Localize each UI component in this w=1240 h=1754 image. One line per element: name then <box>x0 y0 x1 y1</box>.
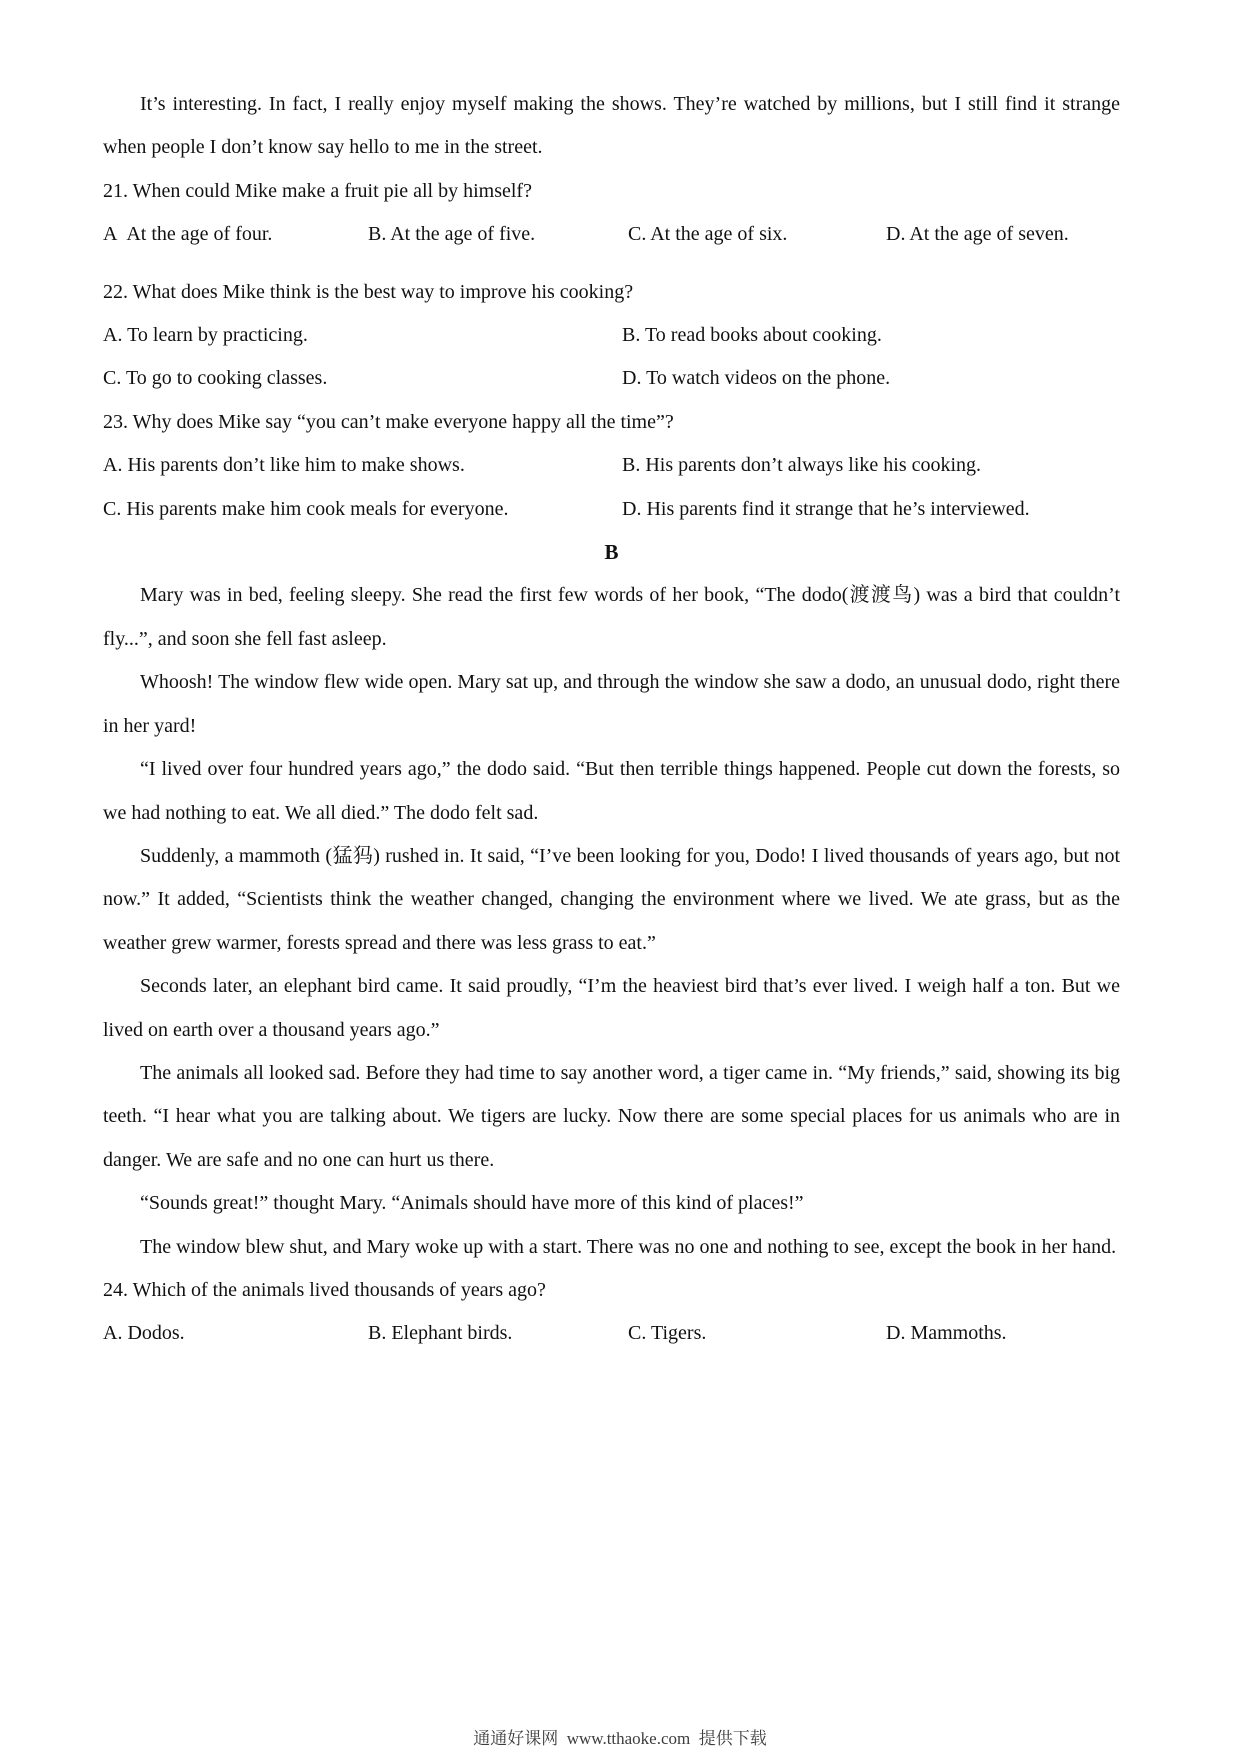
option-23-d: D. His parents find it strange that he’s interviewed. <box>622 497 1030 520</box>
question-24 <box>103 1269 1120 1356</box>
question-23 <box>103 401 1120 531</box>
question-21-options <box>103 213 1120 256</box>
question-22 <box>103 271 1120 401</box>
question-22-options-row-1 <box>103 314 1120 357</box>
passage-paragraph-7: “Sounds great!” thought Mary. “Animals should have more of this kind of places!” <box>140 1192 804 1215</box>
option-23-b: B. His parents don’t always like his cooking. <box>622 454 982 477</box>
option-21-d: D. At the age of seven. <box>886 223 1069 246</box>
option-23-c: C. His parents make him cook meals for everyone. <box>103 497 509 520</box>
footer-watermark: 通通好课网 www.tthaoke.com 提供下载 <box>473 1729 767 1748</box>
passage-paragraph-1: Mary was in bed, feeling sleepy. She read the first few words of her book, “The dodo(渡渡鸟) was a bird that couldn’t fly...”, and soon she fell fast asleep. <box>103 584 1120 650</box>
option-24-a: A. Dodos. <box>103 1322 185 1345</box>
section-b-header: B <box>604 540 619 565</box>
passage-paragraph-3: “I lived over four hundred years ago,” the dodo said. “But then terrible things happened. People cut down the forests, so we had nothing to eat. We all died.” The dodo felt sad. <box>103 758 1120 824</box>
option-22-a: A. To learn by practicing. <box>103 324 308 347</box>
option-21-b: B. At the age of five. <box>368 223 536 246</box>
passage-paragraph-6: The animals all looked sad. Before they had time to say another word, a tiger came in. “My friends,” said, showing its big teeth. “I hear what you are talking about. We tigers are lucky. Now there are some special places for us animals who are in danger. We are safe and no one can hurt us there. <box>103 1061 1120 1171</box>
reading-passage-b <box>103 574 1120 1269</box>
question-21-text: 21. When could Mike make a fruit pie all by himself? <box>103 179 532 202</box>
option-23-a: A. His parents don’t like him to make shows. <box>103 454 465 477</box>
question-21 <box>103 170 1120 257</box>
option-21-a: A At the age of four. <box>103 223 273 246</box>
question-22-options-row-2 <box>103 357 1120 400</box>
question-24-text: 24. Which of the animals lived thousands of years ago? <box>103 1278 546 1301</box>
question-22-text: 22. What does Mike think is the best way to improve his cooking? <box>103 280 634 303</box>
option-24-c: C. Tigers. <box>628 1322 707 1345</box>
option-24-b: B. Elephant birds. <box>368 1322 513 1345</box>
exam-page <box>103 83 1120 1356</box>
intro-paragraph: It’s interesting. In fact, I really enjoy myself making the shows. They’re watched by millions, but I still find it strange when people I don’t know say hello to me in the street. <box>103 93 1120 159</box>
option-21-c: C. At the age of six. <box>628 223 788 246</box>
question-23-text: 23. Why does Mike say “you can’t make everyone happy all the time”? <box>103 410 674 433</box>
option-22-d: D. To watch videos on the phone. <box>622 367 891 390</box>
passage-paragraph-5: Seconds later, an elephant bird came. It said proudly, “I’m the heaviest bird that’s ever lived. I weigh half a ton. But we lived on earth over a thousand years ago.” <box>103 975 1120 1041</box>
passage-paragraph-8: The window blew shut, and Mary woke up with a start. There was no one and nothing to see, except the book in her hand. <box>140 1235 1117 1258</box>
option-24-d: D. Mammoths. <box>886 1322 1007 1345</box>
passage-paragraph-4: Suddenly, a mammoth (猛犸) rushed in. It said, “I’ve been looking for you, Dodo! I lived thousands of years ago, but not now.” It added, “Scientists think the weather changed, changing the environment where we lived. We ate grass, but as the weather grew warmer, forests spread and there was less grass to eat.” <box>103 844 1120 954</box>
option-22-c: C. To go to cooking classes. <box>103 367 328 390</box>
option-22-b: B. To read books about cooking. <box>622 324 882 347</box>
question-24-options <box>103 1312 1120 1355</box>
question-23-options-row-1 <box>103 444 1120 487</box>
passage-paragraph-2: Whoosh! The window flew wide open. Mary sat up, and through the window she saw a dodo, an unusual dodo, right there in her yard! <box>103 671 1120 737</box>
question-23-options-row-2 <box>103 488 1120 531</box>
